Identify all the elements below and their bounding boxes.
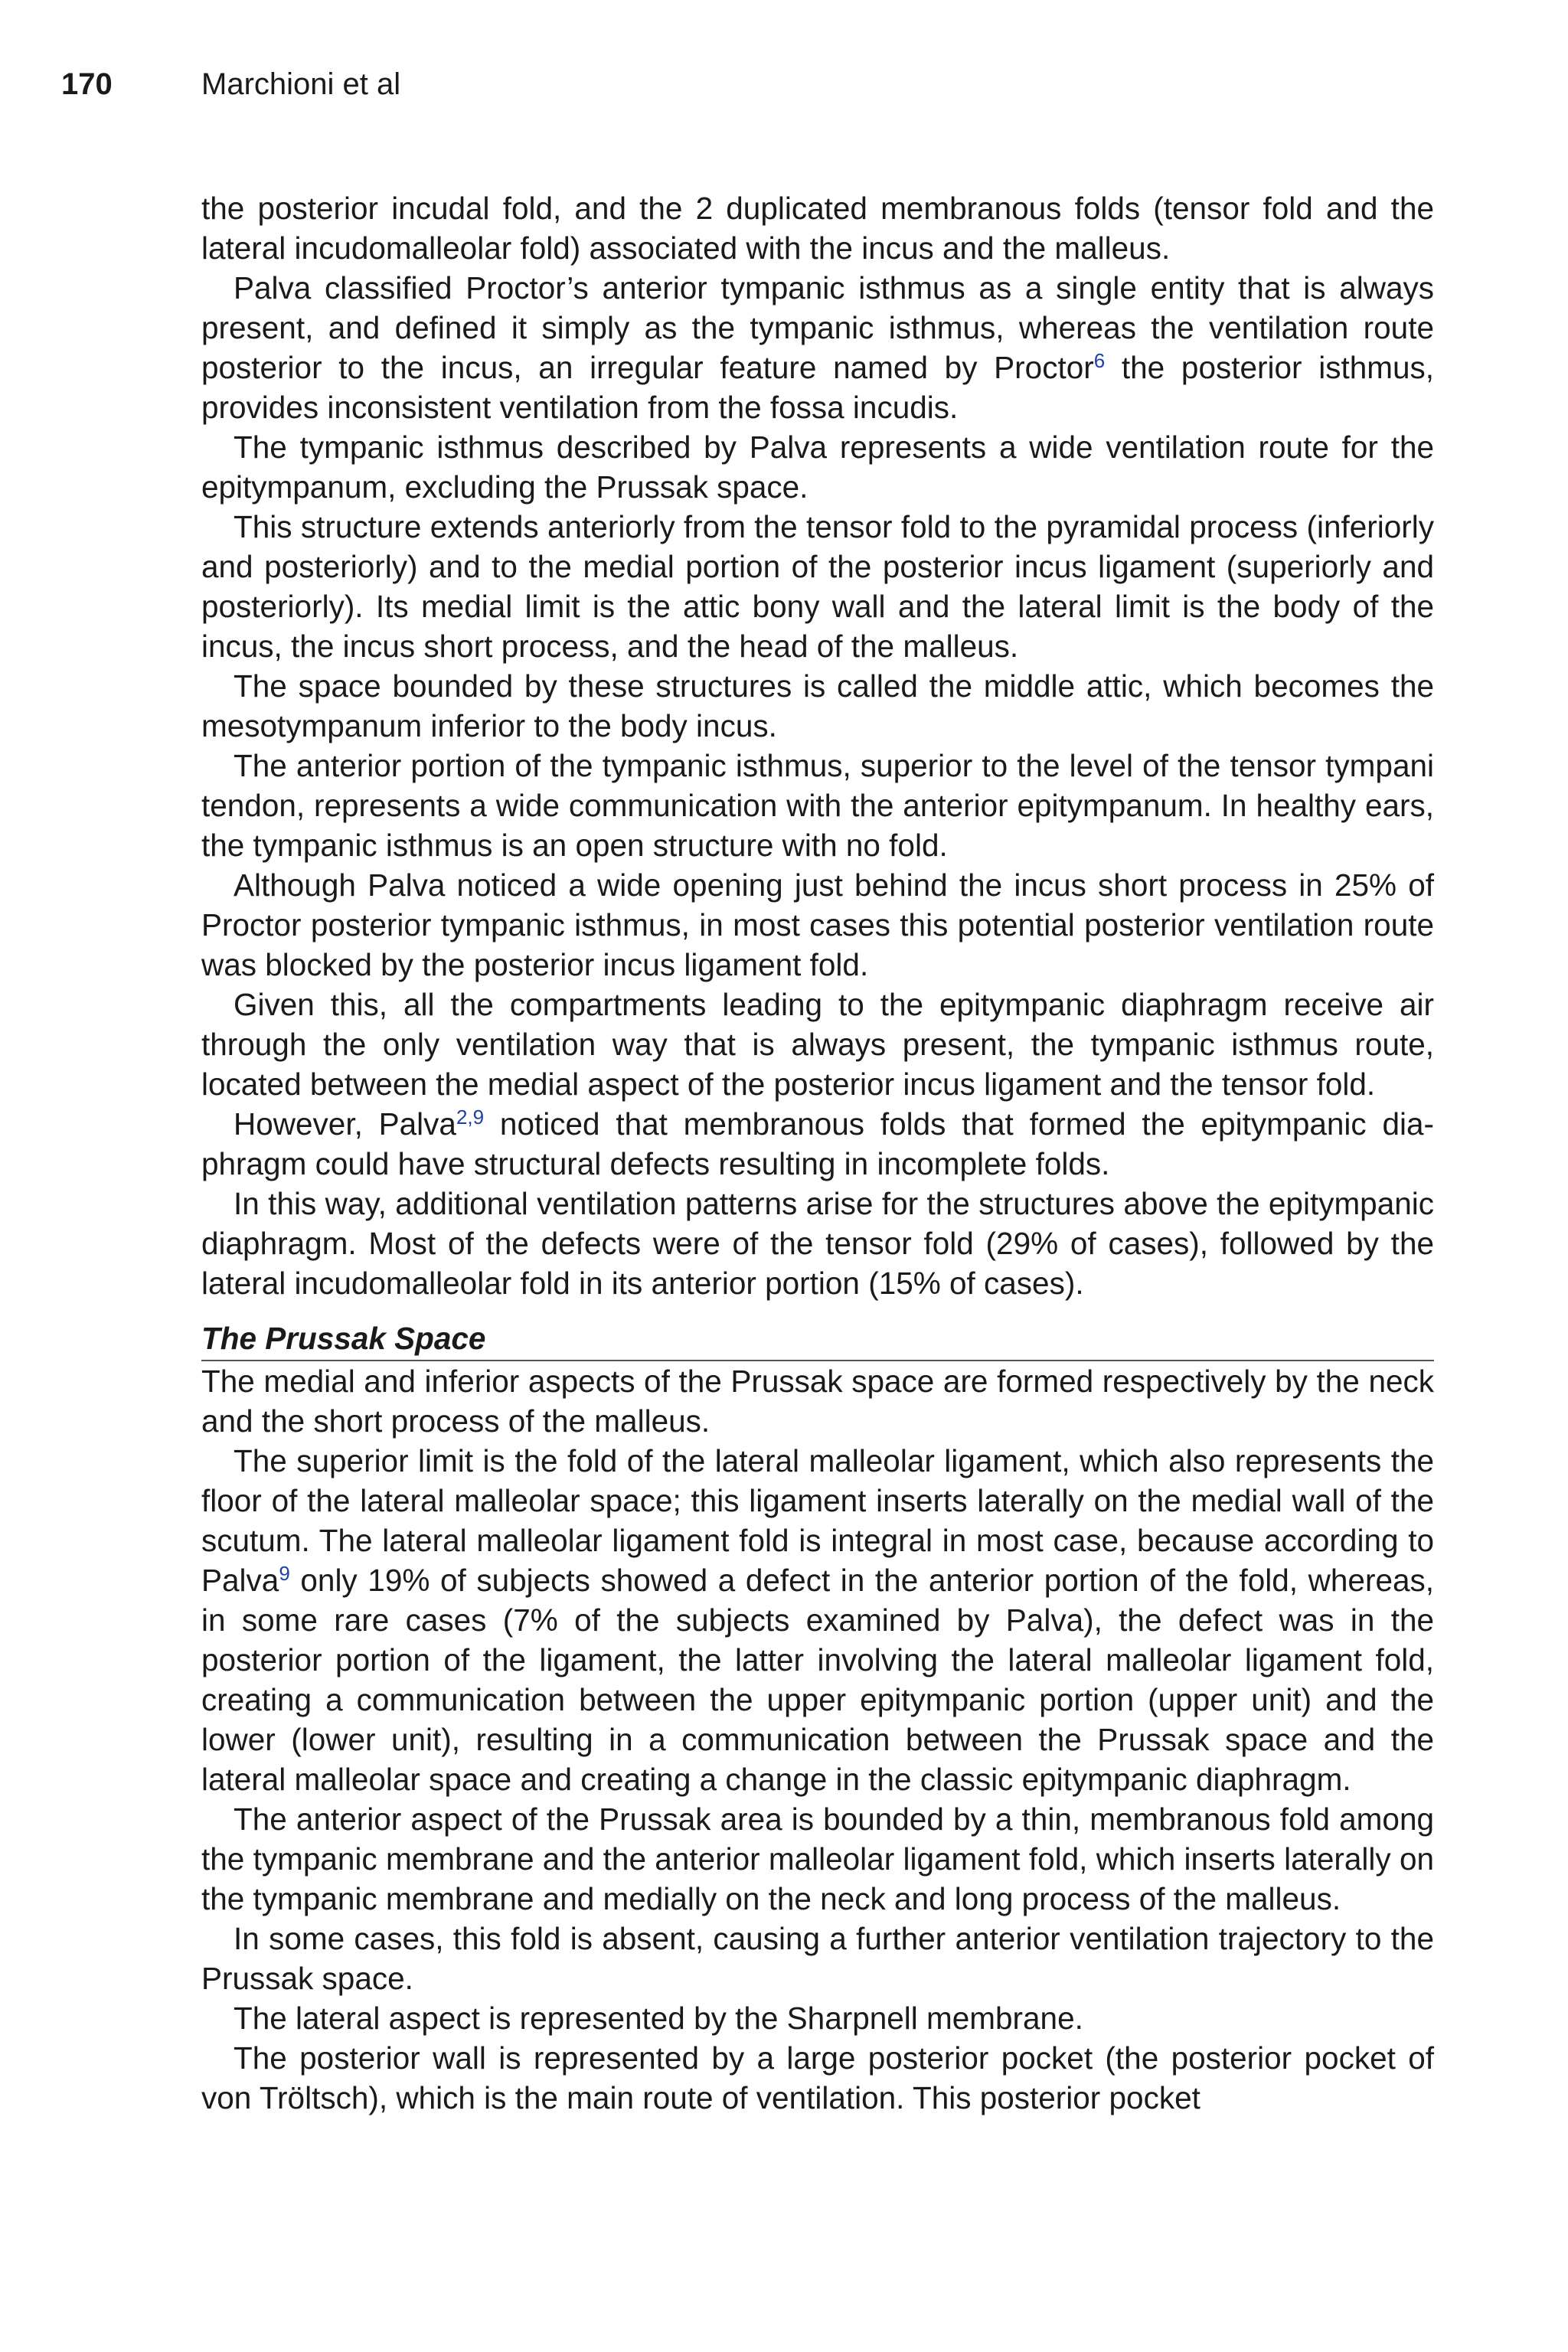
body-paragraph [201,1441,1434,1799]
body-paragraph [201,1184,1434,1303]
body-paragraph [201,1799,1434,1919]
paragraph-text: the posterior isthmus, provides inconsistent ventilation from the fossa incudis. [201,350,1434,425]
paragraphs-before-section [201,188,1434,1303]
body-paragraph [201,1919,1434,1998]
body-text [201,188,1434,2118]
body-paragraph [201,1104,1434,1184]
paragraphs-after-section [201,1361,1434,2118]
running-head [61,63,1507,106]
body-paragraph [201,985,1434,1104]
citation-reference[interactable]: 9 [279,1562,290,1585]
paragraph-text: The posterior wall is represented by a large posterior pocket (the posterior pocket of von Tröltsch), which is the main route of ventilation. This posterior pocket [201,2040,1434,2115]
body-paragraph [201,507,1434,666]
body-paragraph [201,1998,1434,2038]
citation-reference[interactable]: 6 [1093,349,1106,372]
section-heading: The Prussak Space [201,1320,1434,1361]
paragraph-text: only 19% of subjects showed a defect in the anterior portion of the fold, whereas, in some rare cases (7% of the subjects examined by Palva), the defect was in the posterior portion of the ligament, the latter involving the lateral malleolar ligament fold, creating a communication between the upper epitympanic portion (upper unit) and the lower (lower unit), resulting in a communication between the Prussak space and the lateral malleolar space and creating a change in the classic epitympanic diaphragm. [201,1563,1434,1797]
paragraph-text: This structure extends anteriorly from the tensor fold to the pyramidal process (inferiorly and posteriorly) and to the medial portion of the posterior incus ligament (superiorly and posteriorly). Its medial limit is the attic bony wall and the lateral limit is the body of the incus, the incus short process, and the head of the malleus. [201,509,1434,664]
paragraph-text: Palva classified Proctor’s anterior tympanic isthmus as a single entity that is always present, and defined it simply as the tympanic isthmus, whereas the ventilation route posterior to the incus, an irregular feature named by Proctor [201,270,1434,385]
paragraph-text: In this way, additional ventilation patterns arise for the structures above the epitympanic diaphragm. Most of the defects were of the tensor fold (29% of cases), followed by the lateral incudomalleolar fold in its anterior portion (15% of cases). [201,1186,1434,1301]
paragraph-text: noticed that membranous folds that formed the epitympanic diaphragm could have structural defects resulting in incomplete folds. [201,1106,1434,1181]
paragraph-text: The space bounded by these structures is called the middle attic, which becomes the mesotympanum inferior to the body incus. [201,668,1434,743]
paragraph-text: Given this, all the compartments leading to the epitympanic diaphragm receive air through the only ventilation way that is always present, the tympanic isthmus route, located between the medial aspect of the posterior incus ligament and the tensor fold. [201,987,1434,1102]
paragraph-text: In some cases, this fold is absent, causing a further anterior ventilation trajectory to the Prussak space. [201,1921,1434,1996]
citation-reference[interactable]: 2,9 [456,1106,485,1129]
paragraph-text: The tympanic isthmus described by Palva represents a wide ventilation route for the epitympanum, excluding the Prussak space. [201,430,1434,505]
paragraph-text: The superior limit is the fold of the lateral malleolar ligament, which also represents the floor of the lateral malleolar space; this ligament inserts laterally on the medial wall of the scutum. The lateral malleolar ligament fold is integral in most case, because according to Palva [201,1443,1434,1598]
body-paragraph [201,1361,1434,1441]
body-paragraph [201,427,1434,507]
body-paragraph [201,188,1434,268]
body-paragraph [201,268,1434,427]
body-paragraph [201,746,1434,865]
body-paragraph [201,865,1434,985]
paragraph-text: Although Palva noticed a wide opening just behind the incus short process in 25% of Proctor posterior tympanic isthmus, in most cases this potential posterior ventilation route was blocked by the posterior incus ligament fold. [201,867,1434,982]
paragraph-text: The anterior portion of the tympanic isthmus, superior to the level of the tensor tympani tendon, represents a wide communication with the anterior epitympanum. In healthy ears, the tympanic isthmus is an open structure with no fold. [201,748,1434,863]
body-paragraph [201,2038,1434,2118]
page-number: 170 [61,67,113,101]
paragraph-text: The medial and inferior aspects of the Prussak space are formed respectively by the neck and the short process of the malleus. [201,1364,1434,1439]
paragraph-text: The lateral aspect is represented by the Sharpnell membrane. [234,2001,1083,2036]
paragraph-text: The anterior aspect of the Prussak area is bounded by a thin, membranous fold among the tympanic membrane and the anterior malleolar ligament fold, which inserts laterally on the tympanic membrane and medially on the neck and long process of the malleus. [201,1802,1434,1916]
running-author: Marchioni et al [201,67,401,101]
paragraph-text: However, Palva [234,1106,456,1142]
body-paragraph [201,666,1434,746]
paragraph-text: the posterior incudal fold, and the 2 duplicated membranous folds (tensor fold and the lateral incudomalleolar fold) associated with the incus and the malleus. [201,191,1434,266]
